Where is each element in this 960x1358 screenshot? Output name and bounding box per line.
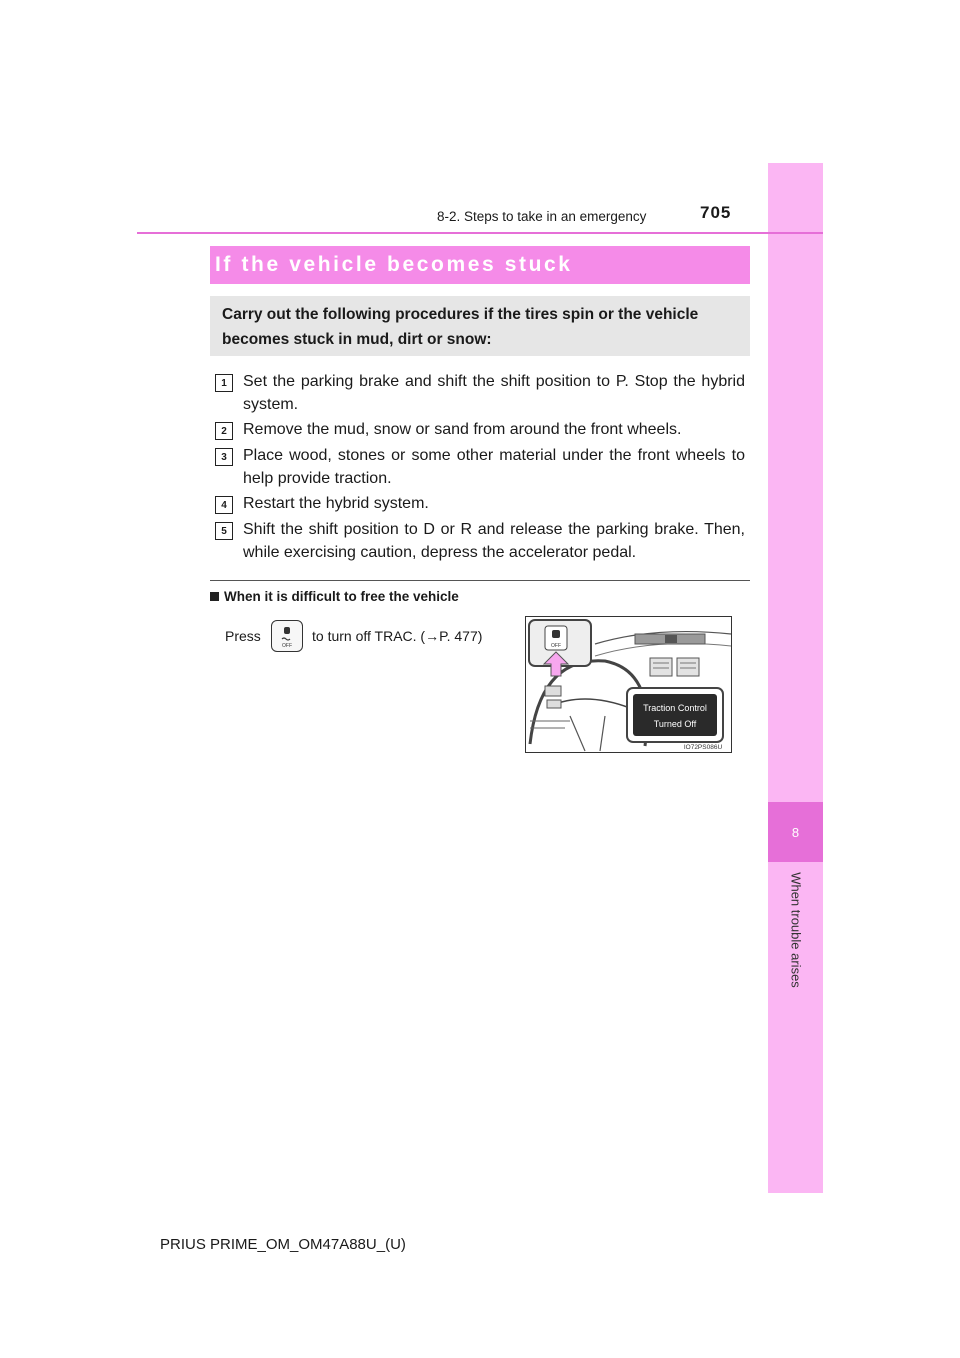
trac-off-button-icon (271, 620, 303, 652)
subsection-heading (210, 589, 459, 604)
step-text: Remove the mud, snow or sand from around the front wheels. (243, 421, 682, 438)
square-bullet-icon (210, 592, 219, 601)
display-line-1: Traction Control (643, 703, 707, 713)
step-text: Restart the hybrid system. (243, 495, 429, 512)
page-title: If the vehicle becomes stuck (210, 246, 750, 284)
chapter-title: When trouble arises (788, 872, 804, 988)
illustration-code: IO72PS086U (683, 744, 723, 751)
step-badge: 4 (215, 496, 233, 514)
step-text: Place wood, stones or some other material under the front wheels to help provide traction. (243, 447, 745, 487)
step-text: Set the parking brake and shift the shift position to P. Stop the hybrid system. (243, 373, 745, 413)
chapter-side-tab (768, 163, 823, 1193)
step-text: Shift the shift position to D or R and release the parking brake. Then, while exercising caution, depress the accelerator pedal. (243, 521, 745, 561)
header-rule (137, 232, 823, 234)
step-badge: 2 (215, 422, 233, 440)
button-off-text: OFF (282, 643, 292, 649)
page-number: 705 (700, 203, 732, 222)
step-badge: 1 (215, 374, 233, 392)
section-heading: 8-2. Steps to take in an emergency (437, 209, 647, 224)
step-badge: 3 (215, 448, 233, 466)
subsection-heading-text: When it is difficult to free the vehicle (224, 589, 459, 604)
callout-off-text: OFF (551, 643, 561, 649)
skid-car-icon (272, 621, 302, 651)
step-badge: 5 (215, 522, 233, 540)
display-line-2: Turned Off (653, 719, 697, 729)
chapter-number: 8 (768, 802, 823, 862)
footer-doc-id: PRIUS PRIME_OM_OM47A88U_(U) (160, 1236, 406, 1253)
press-label: Press (225, 628, 261, 644)
trac-instruction: to turn off TRAC. (→P. 477) (312, 628, 483, 644)
section-divider (210, 580, 750, 581)
dashboard-illustration (525, 616, 732, 753)
intro-box: Carry out the following procedures if the tires spin or the vehicle becomes stuck in mud, dirt or snow: (210, 296, 750, 356)
